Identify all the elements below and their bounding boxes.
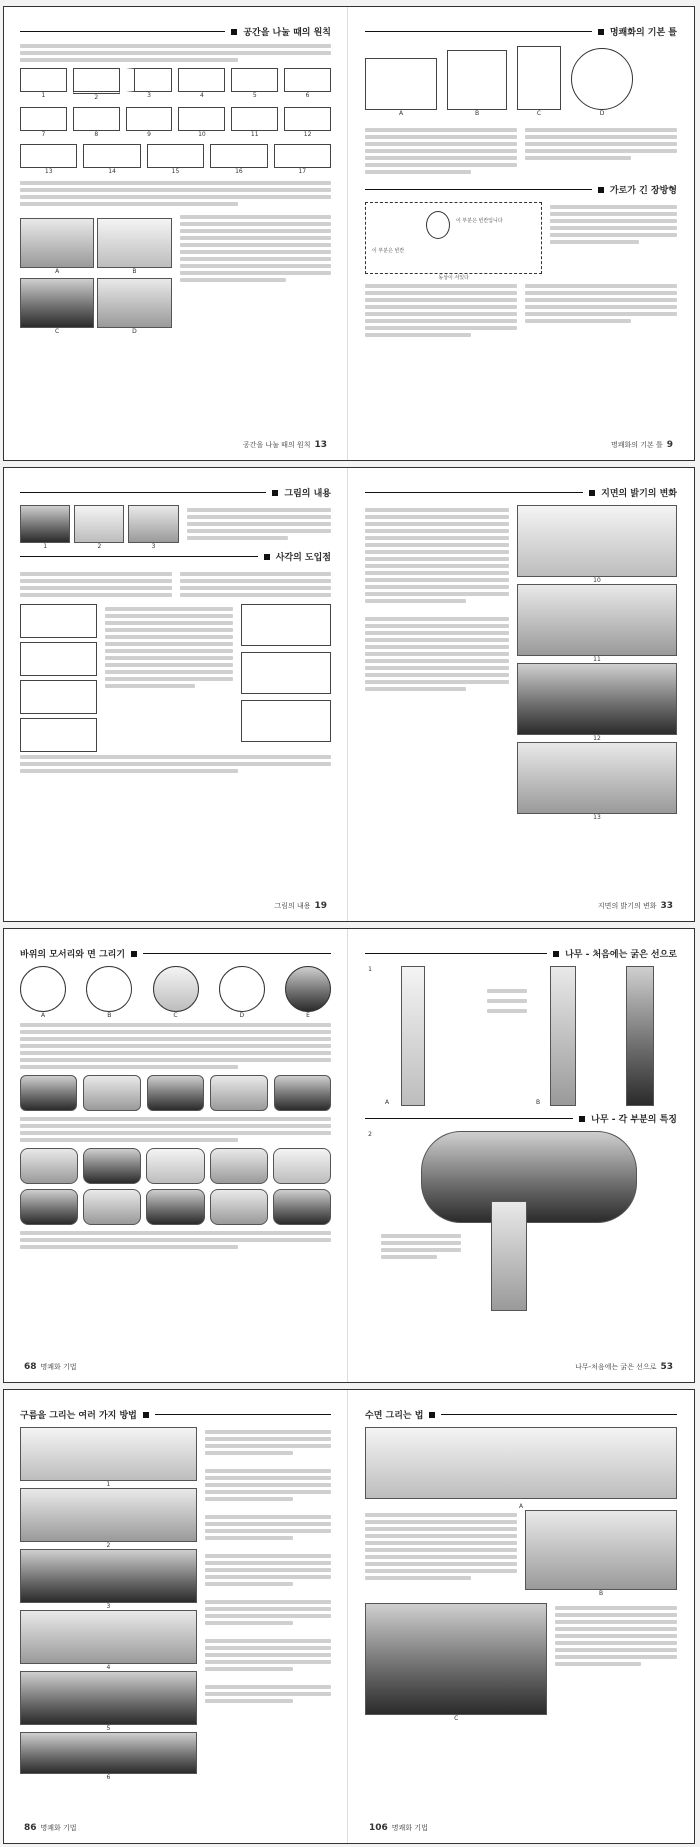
landscape-sketch: [97, 278, 171, 328]
figure-label: C: [55, 328, 60, 335]
mountain-water-sketch: [365, 1603, 547, 1715]
rock-sketch-grid: [20, 1148, 331, 1225]
page-title: 나무 - 처음에는 굵은 선으로: [565, 950, 677, 960]
section-header: [20, 947, 331, 960]
figure-label: D: [599, 110, 605, 117]
figure-label: B: [536, 1099, 541, 1106]
section-header: [365, 486, 677, 499]
figure-label: 8: [94, 131, 99, 138]
subsection-title: 가로가 긴 장방형: [609, 186, 677, 196]
figure-label: 1: [43, 543, 48, 550]
circle-row: [20, 966, 331, 1019]
figure-label: 2: [106, 1542, 111, 1549]
water-sketch: [525, 1510, 677, 1590]
section-header: [365, 25, 677, 38]
figure-label: 9: [147, 131, 151, 138]
figure-label: C: [536, 110, 542, 117]
landscape-sketch: [97, 218, 171, 268]
landscape-sketch: [20, 218, 94, 268]
figure-label: 12: [593, 735, 601, 742]
subsection-header: [20, 550, 331, 563]
page-86: [4, 1390, 348, 1843]
tree-illustration: [381, 1131, 677, 1321]
division-grid: [20, 68, 331, 138]
figure-label: 7: [41, 131, 46, 138]
annotation: 이 부분은 빈칸입니다: [456, 218, 503, 224]
face-sketch: [426, 211, 450, 239]
page-footer: 지면의 밝기의 변화 33: [597, 901, 673, 911]
section-header: [20, 1408, 331, 1421]
figure-label: 1: [41, 92, 46, 99]
figure-label: 10: [593, 577, 601, 584]
figure-label: 2: [94, 94, 99, 101]
section-header: [365, 1408, 677, 1421]
figure-label: 4: [106, 1664, 111, 1671]
subsection-header: [365, 183, 677, 196]
spread-4: [3, 1389, 695, 1844]
subsection-header: [365, 1112, 677, 1125]
page-title: 바위의 모서리와 면 그리기: [20, 950, 126, 960]
figure-label: 10: [198, 131, 206, 138]
page-19: [4, 468, 348, 921]
shape-row: [365, 46, 677, 117]
landscape-sketch: [517, 505, 677, 577]
figure-label: C: [454, 1715, 459, 1722]
figure-label: C: [173, 1012, 178, 1019]
landscape-sketch: [517, 584, 677, 656]
page-title: 공간을 나눌 때의 원칙: [243, 28, 331, 38]
figure-label: D: [132, 328, 137, 335]
page-title: 명쾌화의 기본 틀: [609, 28, 677, 38]
figure-label: 2: [368, 1131, 372, 1138]
figure-label: 5: [252, 92, 257, 99]
page-footer: 공간을 나눌 때의 원칙 13: [242, 440, 327, 450]
figure-label: B: [474, 110, 480, 117]
figure-label: 14: [108, 168, 116, 175]
section-header: [365, 947, 677, 960]
figure-label: B: [107, 1012, 112, 1019]
page-106: [349, 1390, 693, 1843]
figure-label: 1: [106, 1481, 111, 1488]
spread-1: [3, 6, 695, 461]
spread-2: [3, 467, 695, 922]
figure-label: 11: [593, 656, 601, 663]
page-title: 수면 그리는 법: [365, 1411, 424, 1421]
division-grid-2: [20, 144, 331, 175]
page-53: [349, 929, 693, 1382]
figure-label: 3: [151, 543, 156, 550]
figure-label: A: [385, 1099, 390, 1106]
figure-label: E: [306, 1012, 310, 1019]
rock-sketch-row: [20, 1075, 331, 1111]
figure-label: 4: [199, 92, 204, 99]
figure-caption: 동상이 서있다: [438, 275, 469, 281]
figure-label: 13: [44, 168, 53, 175]
figure-label: A: [40, 1012, 46, 1019]
figure-label: B: [598, 1590, 604, 1597]
figure-label: D: [239, 1012, 245, 1019]
figure-label: 2: [97, 543, 102, 550]
section-header: [20, 25, 331, 38]
page-footer: 명쾌화의 기본 틀 9: [610, 440, 673, 450]
landscape-sketch: [20, 278, 94, 328]
figure-label: 3: [147, 92, 151, 99]
figure-label: 15: [171, 168, 180, 175]
landscape-sketch: [517, 663, 677, 735]
thumbnail-row: [20, 505, 179, 550]
figure-label: 12: [303, 131, 312, 138]
sketch-grid: [20, 218, 172, 335]
page-footer: 그림의 내용 19: [274, 901, 327, 911]
annotation: 이 부분은 빈칸: [372, 248, 405, 254]
figure-label: 6: [106, 1774, 111, 1781]
figure-label: 6: [305, 92, 310, 99]
figure-label: A: [518, 1503, 524, 1510]
page-68: [4, 929, 348, 1382]
figure-label: 5: [106, 1725, 111, 1732]
frame-diagram: [365, 202, 542, 274]
diagram-column: [20, 604, 97, 752]
text-line: [20, 44, 331, 48]
text-line: [20, 58, 238, 62]
page-title: 그림의 내용: [284, 489, 331, 499]
landscape-sketch: [517, 742, 677, 814]
cloud-sketch-column: [20, 1427, 197, 1781]
subsection-title: 나무 - 각 부분의 특징: [591, 1115, 677, 1125]
page-footer: 나무-처음에는 굵은 선으로 53: [575, 1362, 673, 1372]
spread-3: [3, 928, 695, 1383]
page-title: 지면의 밝기의 변화: [601, 489, 677, 499]
figure-label: 1: [368, 966, 372, 973]
text-line: [20, 51, 331, 55]
page-9: [349, 7, 693, 460]
figure-label: A: [398, 110, 404, 117]
figure-label: B: [132, 268, 137, 275]
tree-trunk-row: [365, 966, 677, 1106]
section-header: [20, 486, 331, 499]
page-13: [4, 7, 348, 460]
page-footer: 68 명쾌화 기법: [24, 1362, 77, 1372]
water-sketch: [365, 1427, 677, 1499]
figure-label: 13: [593, 814, 601, 821]
page-footer: 106 명쾌화 기법: [369, 1823, 428, 1833]
figure-label: 17: [298, 168, 307, 175]
page-33: [349, 468, 693, 921]
subsection-title: 사각의 도입점: [275, 553, 331, 563]
page-title: 구름을 그리는 여러 가지 방법: [20, 1411, 137, 1421]
diagram-column: [241, 604, 331, 752]
figure-label: 16: [235, 168, 243, 175]
figure-label: 11: [250, 131, 259, 138]
page-footer: 86 명쾌화 기법: [24, 1823, 77, 1833]
figure-label: 3: [106, 1603, 111, 1610]
figure-label: A: [55, 268, 60, 275]
